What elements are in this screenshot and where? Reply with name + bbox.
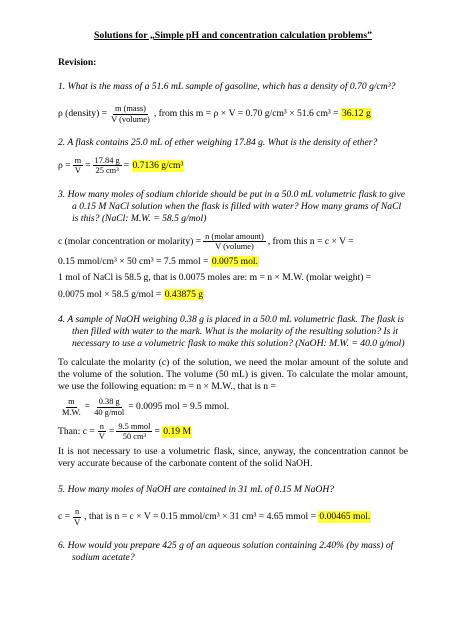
equation-5: [58, 507, 408, 527]
eq5-lhs: c =: [58, 510, 71, 522]
equation-1: [58, 104, 408, 124]
eq3-numerator: n (molar amount): [205, 231, 264, 241]
eq4-equals-2: =: [108, 425, 115, 437]
eq4-equals-1: =: [84, 401, 91, 413]
document-title: Solutions for „Simple pH and concentration calculation problems”: [93, 30, 373, 41]
eq5-fraction: [72, 507, 82, 527]
eq1-answer: 36.12 g: [342, 108, 371, 120]
equation-2: [58, 156, 408, 176]
eq2-lhs: ρ =: [58, 159, 71, 171]
eq4-equals-3: =: [154, 425, 160, 437]
eq2-equals: =: [85, 159, 91, 171]
eq4-f2-num: 0.38 g: [98, 397, 120, 407]
eq2-fraction-2: [93, 156, 122, 176]
eq4-fraction-2: [92, 397, 126, 417]
q3-answer-1: 0.0075 mol.: [211, 256, 258, 268]
question-3: 3. How many moles of sodium chloride should be put in a 50.0 mL volumetric flask to give a 0.15 M NaCl solution when the flask is filled with water? How many grams of NaCl is this? (NaCl: M.W. = 58.5 g/mol): [58, 188, 406, 225]
eq5-numerator: n: [75, 506, 80, 516]
eq4-f1-den: M.W.: [62, 408, 81, 418]
eq5-rest: , that is n = c × V = 0.15 mmol/cm³ × 31 cm³ = 4.65 mmol =: [84, 510, 317, 522]
eq2-equals-2: =: [123, 159, 130, 171]
eq5-answer: 0.00465 mol.: [319, 510, 371, 522]
eq4-f4-den: 50 cm³: [122, 432, 146, 442]
q3-answer-2: 0.43875 g: [164, 288, 204, 300]
eq4-than: Than: c =: [58, 425, 95, 437]
eq3-fraction: [203, 232, 266, 252]
equation-3: [58, 232, 408, 252]
eq4-fraction-3: [97, 422, 107, 442]
eq4-f3-den: V: [98, 432, 105, 442]
question-4: 4. A sample of NaOH weighing 0.38 g is placed in a 50.0 mL volumetric flask. The flask is then filled with water to the mark. What is the molarity of the resulting solution? Is it necessary to use a volumetric flask to make this solution? (NaOH: M.W. = 40.0 g/mol): [58, 313, 405, 350]
eq2-den1: V: [74, 166, 81, 176]
eq1-lhs: ρ (density) =: [58, 108, 108, 120]
question-6: 6. How would you prepare 425 g of an aqueous solution containing 2.40% (by mass) of sodium acetate?: [58, 540, 394, 564]
eq4-fraction-1: [60, 397, 83, 417]
question-2: 2. A flask contains 25.0 mL of ether weighing 17.84 g. What is the density of ether?: [58, 137, 378, 149]
q3-line-3: 1 mol of NaCl is 58.5 g, that is 0.0075 moles are: m = n × M.W. (molar weight) =: [58, 272, 372, 284]
eq1-rest: , from this m = ρ × V = 0.70 g/cm³ × 51.6 cm³ =: [153, 108, 339, 120]
revision-heading: Revision:: [58, 56, 97, 68]
eq4-f4-num: 9.5 mmol: [118, 421, 151, 431]
eq4-fraction-4: [116, 422, 152, 442]
question-1: 1. What is the mass of a 51.6 mL sample of gasoline, which has a density of 0.70 g/cm³?: [58, 80, 396, 92]
q3-line2-text: 0.15 mmol/cm³ × 50 cm³ = 7.5 mmol =: [58, 256, 209, 268]
q4-conclusion: It is not necessary to use a volumetric flask, since, anyway, the concentration cannot be very accurate because of the carbonate content of the solid NaOH.: [58, 446, 408, 470]
eq2-den2: 25 cm³: [95, 166, 119, 176]
eq5-denominator: V: [74, 517, 81, 527]
eq2-num2: 17.84 g: [94, 155, 120, 165]
question-5: 5. How many moles of NaOH are contained in 31 mL of 0.15 M NaOH?: [58, 483, 335, 495]
q3-line-2: [58, 256, 408, 268]
equation-4a: [58, 397, 408, 417]
eq1-fraction: [109, 104, 152, 124]
q3-line-4: [58, 289, 408, 301]
eq2-answer: 0.7136 g/cm³: [132, 159, 184, 171]
eq3-lhs: c (molar concentration or molarity) =: [58, 235, 202, 247]
eq4-f3-num: n: [99, 421, 104, 431]
eq3-denominator: V (volume): [215, 242, 254, 252]
eq4-f1-num: m: [68, 397, 75, 407]
q4-paragraph: To calculate the molarity (c) of the solution, we need the molar amount of the solute and the volume of the solution. The volume (50 mL) is given. To calculate the molar amount, we use the following equation: m = n × M.W., that is n =: [58, 356, 408, 393]
eq4-rest: = 0.0095 mol = 9.5 mmol.: [128, 401, 230, 413]
q3-line4-text: 0.0075 mol × 58.5 g/mol =: [58, 288, 162, 300]
eq4-answer: 0.19 M: [163, 425, 191, 437]
eq3-rest: , from this n = c × V =: [267, 235, 354, 247]
eq2-num1: m: [74, 155, 82, 165]
eq4-f2-den: 40 g/mol: [94, 408, 125, 418]
eq1-denominator: V (volume): [111, 114, 150, 124]
eq2-fraction-1: [73, 156, 84, 176]
equation-4b: [58, 422, 408, 442]
eq1-numerator: m (mass): [114, 104, 146, 114]
